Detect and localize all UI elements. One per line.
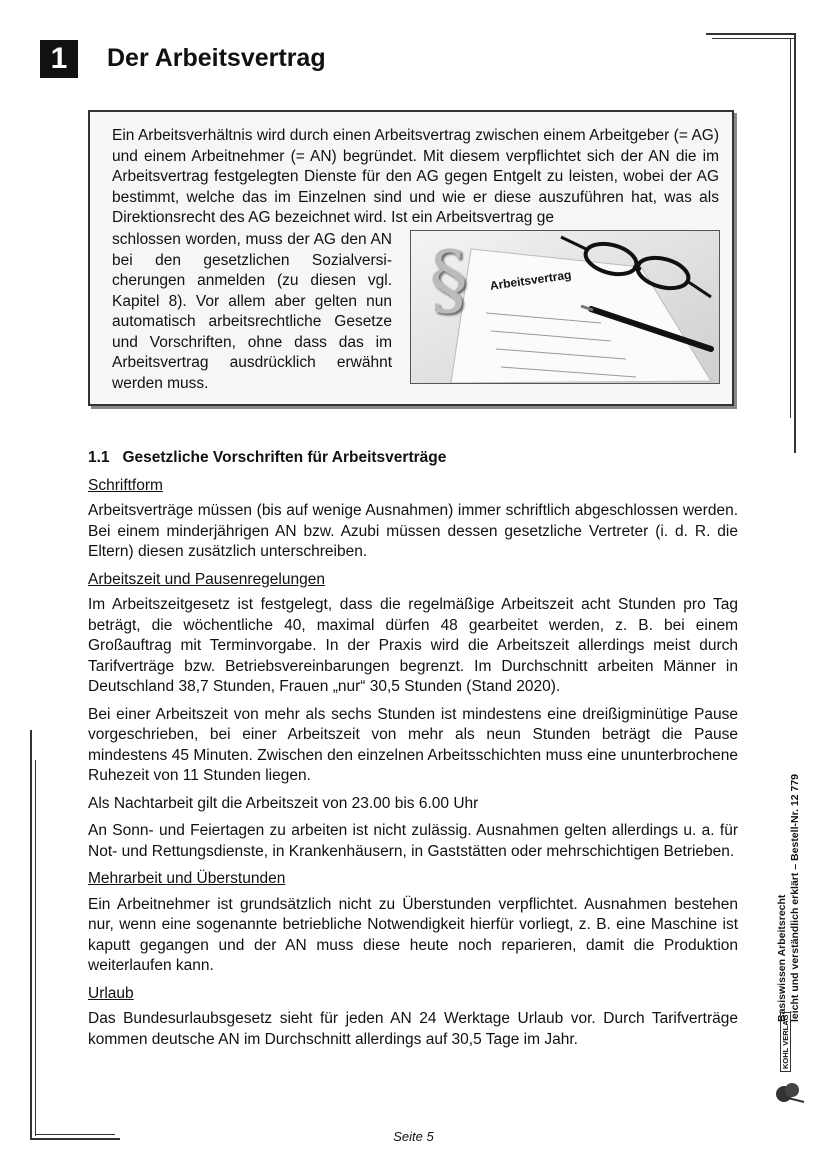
paragraph: Im Arbeitszeitgesetz ist festgelegt, dass die regelmäßige Arbeitszeit acht Stunden pro Tag beträgt, die wöchentliche 40, maximal dürfen 48 gearbeitet werden, z. B. bei einem Großauftrag mit Terminvorgabe. In der Praxis wird die Arbeitszeit allerdings meist durch Tarifverträge bzw. Betriebsvereinbarungen begrenzt. Im Durchschnitt arbeiten Männer in Deutschland 38,7 Stunden, Frauen „nur“ 30,5 Stunden (Stand 2020). <box>88 596 738 695</box>
corner-line <box>30 730 32 1140</box>
paragraph: Arbeitsverträge müssen (bis auf wenige Ausnahmen) immer schriftlich abgeschlossen werden. Bei einem minderjährigen AN bzw. Azubi müssen dessen gesetzliche Vertreter (i. d. R. die Eltern) diesen zusätzlich unterschreiben. <box>88 502 738 560</box>
page-title: Der Arbeitsvertrag <box>107 44 326 72</box>
paragraph: Das Bundesurlaubsgesetz sieht für jeden AN 24 Werktage Urlaub vor. Durch Tarifverträge kommen deutsche AN im Durchschnitt allerdings auf 30,5 Tage im Jahr. <box>88 1010 738 1048</box>
paragraph: Bei einer Arbeitszeit von mehr als sechs Stunden ist mindestens eine dreißigminütige Pause vorgeschrieben, bei einer Arbeitszeit von mehr als neun Stunden beträgt die Pause mindestens 45 Minuten. Zwischen den einzelnen Arbeitsschichten muss eine ununterbrochene Ruhezeit von 11 Stunden liegen. <box>88 705 738 784</box>
section-heading: 1.1 Gesetzliche Vorschriften für Arbeitsverträge <box>88 449 447 466</box>
subheading: Schriftform <box>88 476 163 494</box>
page-number: Seite 5 <box>393 1129 434 1144</box>
book-title: Basiswissen Arbeitsrecht <box>776 894 788 1022</box>
subheading: Urlaub <box>88 984 134 1002</box>
corner-line <box>790 38 791 418</box>
paragraph-sign-icon: § <box>429 235 468 325</box>
publisher-name: KOHL VERLAG <box>780 1012 791 1072</box>
corner-line <box>706 33 796 35</box>
publisher-logo <box>772 1014 812 1106</box>
intro-text: Ein Arbeitsverhältnis wird durch einen Arbeitsvertrag zwischen einem Arbeitgeber (= AG) und einem Arbeitnehmer (= AN) begründet. Mit diesem verpflichtet sich der AN die im Arbeitsvertrag festgelegten Dienste für den AG gegen Entgelt zu leisten, wobei der AG bestimmt, welche das im Einzelnen sind und wie er diese auszuführen hat, was als Direktionsrecht des AG bezeichnet wird. Ist ein Arbeitsvertrag ge <box>112 127 719 226</box>
paragraph: Als Nachtarbeit gilt die Arbeitszeit von 23.00 bis 6.00 Uhr <box>88 794 479 812</box>
subheading: Mehrarbeit und Überstunden <box>88 870 286 887</box>
corner-line <box>35 760 36 1136</box>
paragraph: An Sonn- und Feiertagen zu arbeiten ist nicht zulässig. Ausnahmen gelten allerdings u. a. für Not- und Rettungsdienste, in Krankenhäusern, in Gaststätten oder mehrschichtigen Betrieben. <box>88 822 738 860</box>
contract-heading: Arbeitsvertrag <box>489 267 573 293</box>
main-content <box>88 448 738 1057</box>
intro-box <box>88 110 734 406</box>
book-subtitle: leicht und verständlich erklärt – Bestell-Nr. 12 779 <box>789 773 801 1022</box>
contract-photo <box>410 230 720 384</box>
tree-icon <box>772 1036 812 1106</box>
book-info <box>776 732 816 1022</box>
paragraph: Ein Arbeitnehmer ist grundsätzlich nicht zu Überstunden verpflichtet. Ausnahmen bestehen nur, wenn eine sogenannte betriebliche Notwendigkeit hierfür vorliegt, z. B. eine Maschine ist kaputt gegangen und der AN muss diese heute noch reparieren, damit die Produktion weiterlaufen kann. <box>88 895 738 974</box>
intro-column-text: schlossen worden, muss der AG den AN bei den gesetzlichen Sozialversicherungen anmelden (zu diesen vgl. Kapitel 8). Vor allem aber gelten nun automatisch arbeitsrechtliche Gesetze und Vorschriften, ohne dass das im Arbeitsvertrag ausdrücklich erwähnt werden muss. <box>112 231 392 392</box>
corner-line <box>794 33 796 453</box>
chapter-number: 1 <box>40 40 78 78</box>
subheading: Arbeitszeit und Pausenregelungen <box>88 570 325 588</box>
corner-line <box>712 38 796 39</box>
section-body <box>88 476 738 1051</box>
